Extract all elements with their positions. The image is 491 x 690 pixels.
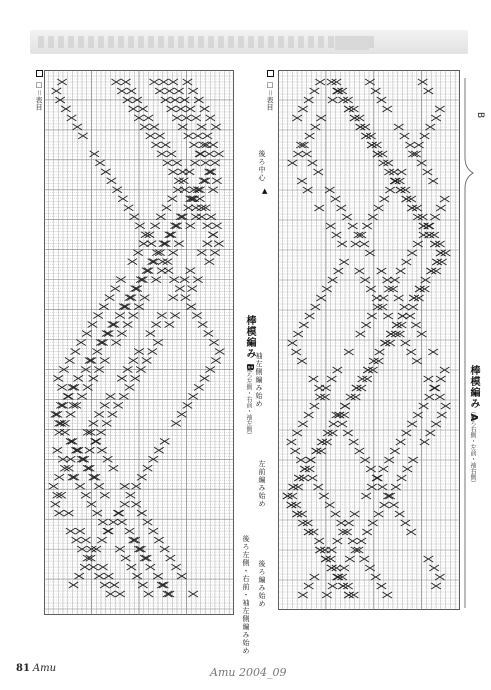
cable-cross-icon <box>310 88 320 94</box>
page-number-value: 81 <box>16 663 30 674</box>
legend-b-box-icon <box>36 70 43 77</box>
cable-cross-icon <box>142 268 152 274</box>
cable-cross-icon <box>396 268 406 274</box>
chart-a-start-note: 後ろ編み始め <box>258 560 266 608</box>
cable-cross-icon <box>108 322 118 328</box>
cable-cross-icon <box>378 304 388 310</box>
cable-cross-icon <box>400 304 410 310</box>
cable-cross-icon <box>200 375 210 381</box>
legend-a-box-icon <box>267 70 274 77</box>
cable-cross-icon <box>308 160 318 166</box>
cable-cross-icon <box>418 214 428 220</box>
chart-b-grid <box>44 70 234 615</box>
section-bracket <box>463 78 483 608</box>
cable-cross-icon <box>52 88 62 94</box>
cable-cross-icon <box>424 376 434 382</box>
header-band <box>30 30 468 54</box>
cable-cross-icon <box>356 124 366 130</box>
cable-cross-icon <box>88 322 98 328</box>
cable-cross-icon <box>378 484 388 490</box>
cable-cross-icon <box>142 555 152 561</box>
page-number <box>16 663 56 674</box>
header-band-texture <box>38 36 378 48</box>
cable-cross-icon <box>164 268 174 274</box>
cable-cross-icon <box>402 196 412 202</box>
chart-b-subtitle: （後ろ左側・右前・袖左側） <box>245 360 252 438</box>
legend-b <box>34 70 44 110</box>
cable-cross-icon <box>108 411 118 417</box>
chart-a-title: 棒模編み A <box>468 365 479 423</box>
grid-lines <box>278 70 460 610</box>
cable-cross-icon <box>166 555 176 561</box>
chart-a-subtitle: （後ろ右側・左前・袖右側） <box>469 408 476 486</box>
cable-cross-icon <box>328 430 338 436</box>
cable-cross-icon <box>142 357 152 363</box>
cable-cross-icon <box>332 232 342 238</box>
cable-cross-icon <box>424 556 434 562</box>
issue-label: Amu 2004_09 <box>210 666 287 679</box>
chart-b <box>44 70 234 615</box>
cable-cross-icon <box>104 573 114 579</box>
chart-a <box>278 70 460 610</box>
header-tab-mark <box>335 36 369 50</box>
chart-a-center-note: 後ろ中心 <box>258 150 266 182</box>
cable-cross-icon <box>420 286 430 292</box>
legend-b-text: □＝表目 <box>35 81 43 111</box>
cable-cross-icon <box>402 430 412 436</box>
chart-a-mid-note: 左前編み始め <box>258 460 266 508</box>
section-letter: B <box>475 112 485 119</box>
center-arrow-icon: ▲ <box>262 187 268 195</box>
magazine-brand: Amu <box>32 663 57 674</box>
chart-b-mid-note: 袖左側編み始め <box>255 352 263 408</box>
chart-b-start-note: 後ろ左側・右前・袖左側編み始め <box>242 535 250 655</box>
cable-cross-icon <box>200 106 210 112</box>
cable-cross-icon <box>198 322 208 328</box>
legend-a-text: □＝表目 <box>266 81 274 111</box>
legend-a <box>265 70 275 110</box>
cable-cross-icon <box>424 88 434 94</box>
cable-cross-icon <box>66 411 76 417</box>
chart-b-title: 棒模編み B <box>244 315 255 373</box>
cable-cross-icon <box>310 574 320 580</box>
chart-a-grid <box>278 70 460 610</box>
